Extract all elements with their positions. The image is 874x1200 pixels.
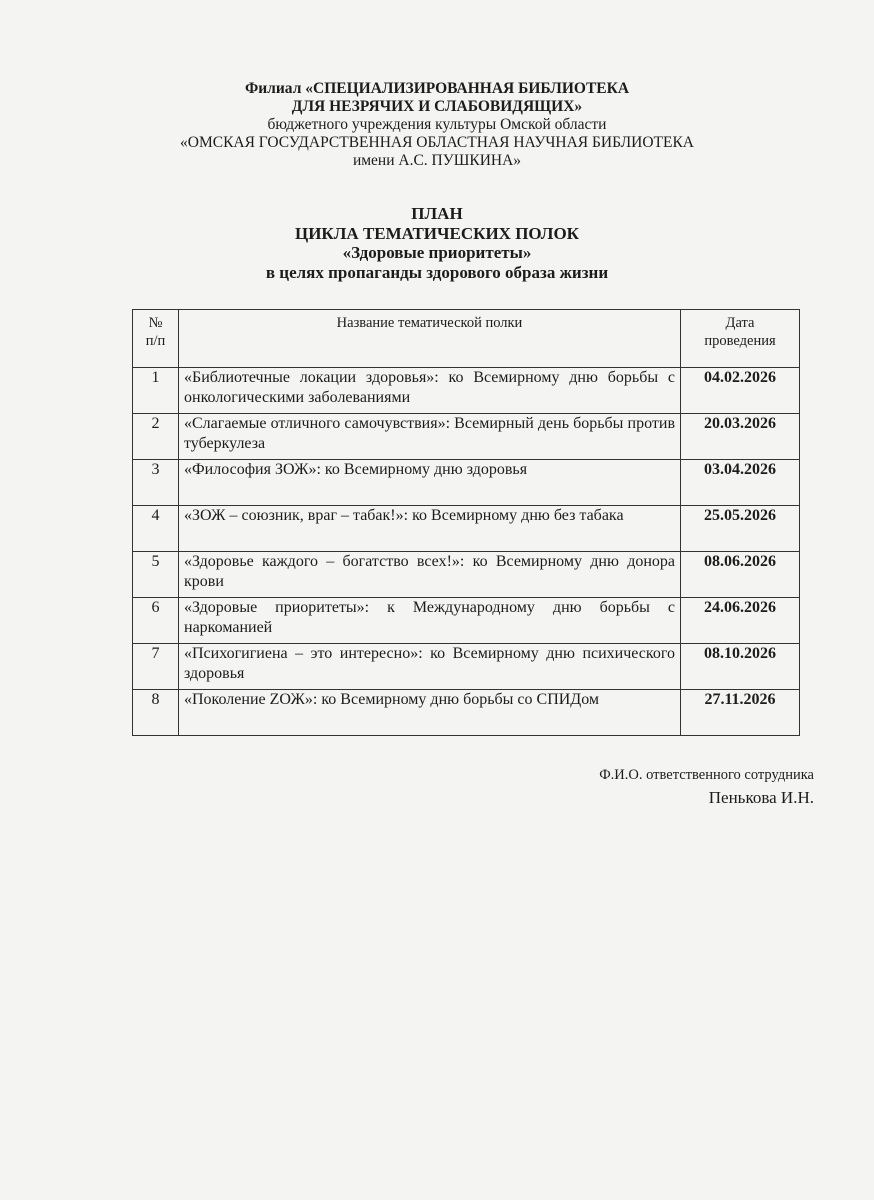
responsible-person: Пенькова И.Н. bbox=[708, 788, 814, 807]
table-row bbox=[133, 506, 800, 552]
title-line-4: в целях пропаганды здорового образа жизни bbox=[265, 262, 609, 282]
header-num bbox=[133, 310, 179, 368]
table-row bbox=[133, 552, 800, 598]
table-row bbox=[133, 644, 800, 690]
header-line-4: «ОМСКАЯ ГОСУДАРСТВЕННАЯ ОБЛАСТНАЯ НАУЧНАЯ БИБЛИОТЕКА bbox=[180, 134, 694, 151]
row-num: 3 bbox=[133, 460, 179, 506]
row-date: 20.03.2026 bbox=[681, 414, 800, 460]
row-date: 03.04.2026 bbox=[681, 460, 800, 506]
header-date bbox=[681, 310, 800, 368]
row-date: 27.11.2026 bbox=[681, 690, 800, 736]
title-line-2: ЦИКЛА ТЕМАТИЧЕСКИХ ПОЛОК bbox=[294, 223, 580, 243]
title-line-1: ПЛАН bbox=[411, 204, 463, 223]
table-row bbox=[133, 598, 800, 644]
plan-table bbox=[132, 309, 800, 736]
header-num-line-2: п/п bbox=[145, 333, 166, 349]
table-header-row bbox=[133, 310, 800, 368]
row-name: «Поколение ZОЖ»: ко Всемирному дню борьбы со СПИДом bbox=[179, 690, 681, 736]
signature-block bbox=[599, 766, 814, 809]
row-name: «Здоровье каждого – богатство всех!»: ко Всемирному дню донора крови bbox=[179, 552, 681, 598]
row-num: 5 bbox=[133, 552, 179, 598]
row-date: 24.06.2026 bbox=[681, 598, 800, 644]
document-title bbox=[0, 204, 874, 282]
header-date-line-1: Дата bbox=[725, 315, 755, 331]
table-row bbox=[133, 368, 800, 414]
row-name: «Психогигиена – это интересно»: ко Всемирному дню психического здоровья bbox=[179, 644, 681, 690]
row-num: 1 bbox=[133, 368, 179, 414]
header-line-5: имени А.С. ПУШКИНА» bbox=[352, 152, 522, 169]
row-name: «Здоровые приоритеты»: к Международному дню борьбы с наркоманией bbox=[179, 598, 681, 644]
row-num: 6 bbox=[133, 598, 179, 644]
table-row bbox=[133, 690, 800, 736]
header-line-2: ДЛЯ НЕЗРЯЧИХ И СЛАБОВИДЯЩИХ» bbox=[291, 98, 583, 115]
table-row bbox=[133, 460, 800, 506]
header-line-3: бюджетного учреждения культуры Омской области bbox=[267, 116, 607, 133]
row-name: «ЗОЖ – союзник, враг – табак!»: ко Всемирному дню без табака bbox=[179, 506, 681, 552]
organization-header bbox=[0, 80, 874, 170]
row-name: «Библиотечные локации здоровья»: ко Всемирному дню борьбы с онкологическими заболеваниями bbox=[179, 368, 681, 414]
row-num: 7 bbox=[133, 644, 179, 690]
row-date: 25.05.2026 bbox=[681, 506, 800, 552]
header-num-line-1: № bbox=[148, 315, 163, 331]
row-date: 04.02.2026 bbox=[681, 368, 800, 414]
row-date: 08.06.2026 bbox=[681, 552, 800, 598]
row-date: 08.10.2026 bbox=[681, 644, 800, 690]
header-name: Название тематической полки bbox=[179, 310, 681, 368]
row-num: 4 bbox=[133, 506, 179, 552]
table-row bbox=[133, 414, 800, 460]
header-line-1: Филиал «СПЕЦИАЛИЗИРОВАННАЯ БИБЛИОТЕКА bbox=[244, 80, 630, 97]
row-num: 2 bbox=[133, 414, 179, 460]
row-name: «Слагаемые отличного самочувствия»: Всемирный день борьбы против туберкулеза bbox=[179, 414, 681, 460]
row-num: 8 bbox=[133, 690, 179, 736]
header-date-line-2: проведения bbox=[704, 333, 776, 349]
responsible-role: Ф.И.О. ответственного сотрудника bbox=[599, 767, 814, 783]
row-name: «Философия ЗОЖ»: ко Всемирному дню здоровья bbox=[179, 460, 681, 506]
title-line-3: «Здоровые приоритеты» bbox=[342, 243, 532, 262]
